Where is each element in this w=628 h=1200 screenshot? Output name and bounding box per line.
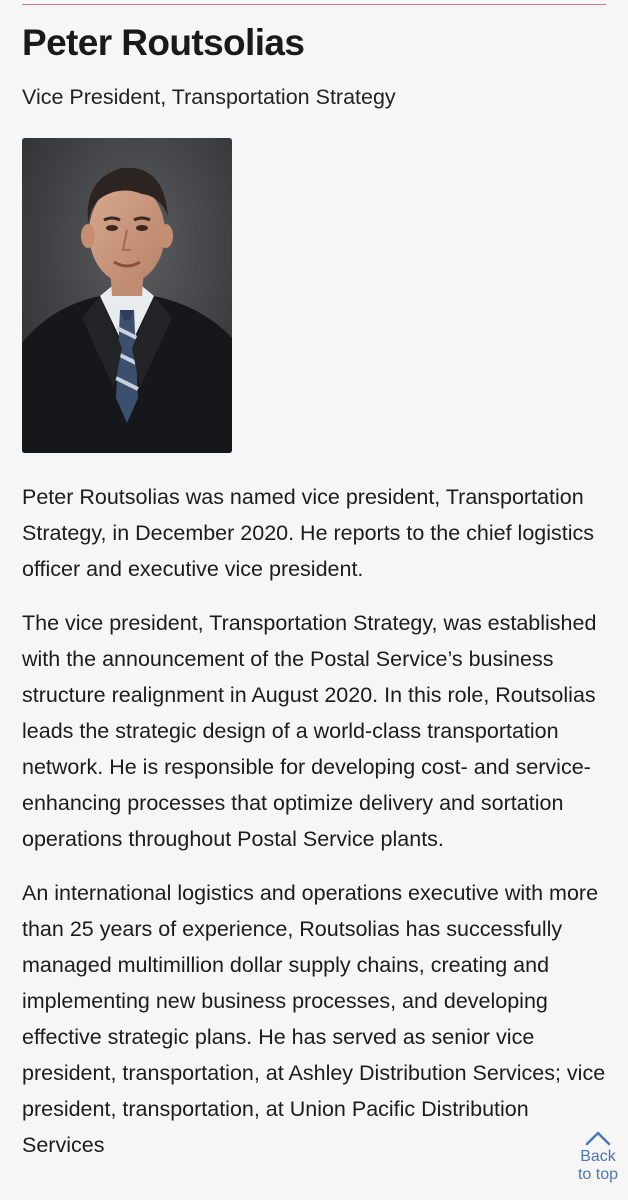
profile-title: Vice President, Transportation Strategy — [22, 85, 396, 109]
profile-name: Peter Routsolias — [22, 22, 305, 63]
chevron-up-icon — [584, 1130, 612, 1146]
profile-content — [22, 20, 606, 1181]
header-divider — [22, 4, 606, 5]
back-to-top-button[interactable] — [576, 1128, 620, 1184]
bio-section — [22, 479, 606, 1163]
back-to-top-label-line2: to top — [577, 1166, 619, 1183]
profile-photo — [22, 138, 232, 453]
bio-paragraph-2: The vice president, Transportation Strategy, was established with the announcement of the Postal Service’s business structure realignment in August 2020. In this role, Routsolias leads the strategic design of a world-class transportation network. He is responsible for developing cost- and service-enhancing processes that optimize delivery and sortation operations throughout Postal Service plants. — [22, 611, 597, 851]
bio-paragraph-3: An international logistics and operations executive with more than 25 years of experience, Routsolias has successfully managed multimillion dollar supply chains, creating and implementing new business processes, and developing effective strategic plans. He has served as senior vice president, transportation, at Ashley Distribution Services; vice president, transportation, at Union Pacific Distribution Services — [22, 881, 606, 1157]
back-to-top-label-line1: Back — [580, 1148, 616, 1165]
bio-paragraph-1: Peter Routsolias was named vice president, Transportation Strategy, in December 2020. He reports to the chief logistics officer and executive vice president. — [22, 485, 595, 581]
